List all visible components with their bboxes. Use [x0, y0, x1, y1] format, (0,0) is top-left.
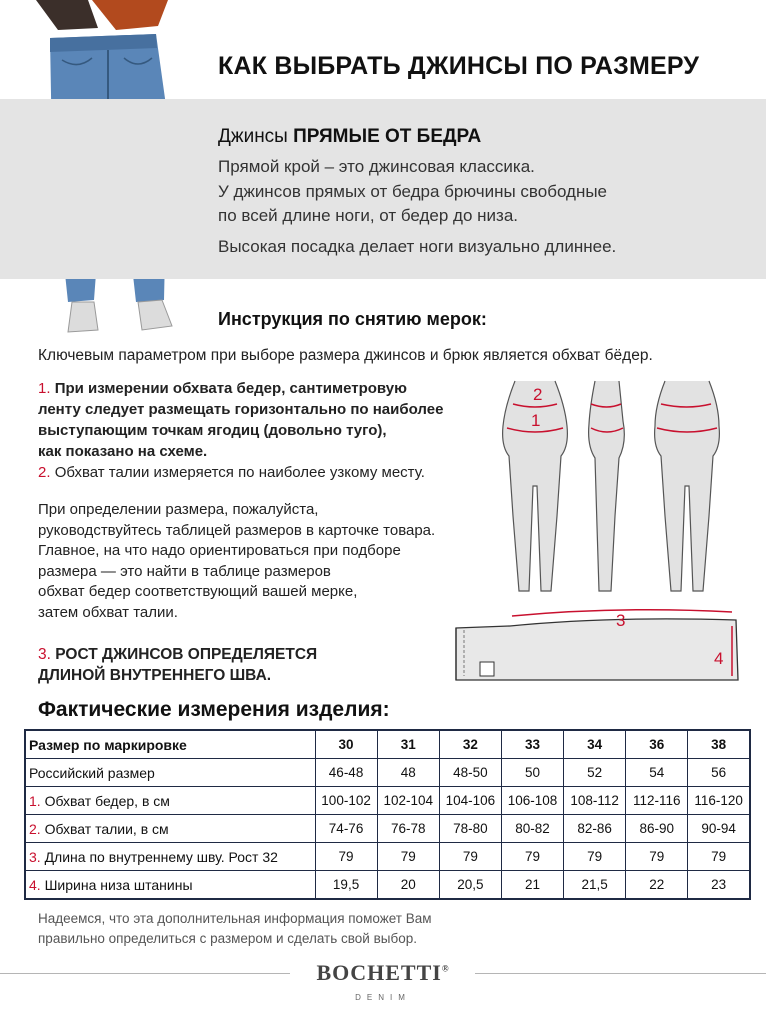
step-1-line: как показано на схеме. [38, 443, 208, 460]
table-cell: 82-86 [564, 815, 626, 843]
table-header-cell: 36 [626, 730, 688, 759]
size-advice [38, 500, 508, 623]
table-cell: 76-78 [377, 815, 439, 843]
footer-note-line: правильно определиться с размером и сделать свой выбор. [38, 931, 417, 946]
table-cell: 90-94 [688, 815, 750, 843]
step-1-line: выступающим точкам ягодиц (довольно туго), [38, 422, 387, 439]
table-cell: 79 [564, 843, 626, 871]
table-header-label: Размер по маркировке [25, 730, 315, 759]
row-label-text: Российский размер [29, 764, 155, 781]
row-label-text: Ширина низа штанины [44, 876, 193, 893]
table-cell: 56 [688, 759, 750, 787]
step-1-line: ленту следует размещать горизонтально по наиболее [38, 401, 444, 418]
table-header-row [25, 730, 750, 759]
step-1-hip-measurement [38, 378, 468, 462]
brand-logo [0, 960, 766, 986]
row-label [25, 787, 315, 815]
waist-label: 2 [533, 385, 543, 404]
table-cell: 100-102 [315, 787, 377, 815]
page-title: КАК ВЫБРАТЬ ДЖИНСЫ ПО РАЗМЕРУ [218, 52, 700, 80]
table-cell: 78-80 [439, 815, 501, 843]
instructions-heading: Инструкция по снятию мерок: [218, 309, 487, 329]
row-number: 2. [29, 820, 41, 837]
table-cell: 48-50 [439, 759, 501, 787]
table-cell: 20,5 [439, 871, 501, 900]
table-cell: 108-112 [564, 787, 626, 815]
row-label-text: Обхват бедер, в см [44, 792, 170, 809]
hem-label: 4 [714, 649, 724, 668]
step-3-inseam [38, 644, 317, 686]
table-row [25, 871, 750, 900]
table-cell: 79 [501, 843, 563, 871]
row-label [25, 871, 315, 900]
registered-mark: ® [441, 963, 450, 974]
row-label [25, 815, 315, 843]
fit-subtitle [218, 126, 481, 148]
advice-line: руководствуйтесь таблицей размеров в карточке товара. [38, 521, 436, 539]
step-2-waist-measurement [38, 464, 425, 481]
row-label-text: Обхват талии, в см [44, 820, 169, 837]
table-cell: 79 [377, 843, 439, 871]
step-1-line: При измерении обхвата бедер, сантиметровую [54, 380, 407, 397]
table-cell: 79 [688, 843, 750, 871]
hip-label: 1 [531, 411, 541, 430]
description-line: по всей длине ноги, от бедер до низа. [218, 206, 519, 225]
table-cell: 52 [564, 759, 626, 787]
table-header-cell: 30 [315, 730, 377, 759]
footer-note-line: Надеемся, что эта дополнительная информация поможет Вам [38, 911, 432, 926]
advice-line: Главное, на что надо ориентироваться при подборе [38, 542, 401, 559]
table-header-cell: 38 [688, 730, 750, 759]
row-label [25, 843, 315, 871]
brand-subtitle: DENIM [355, 993, 411, 1002]
table-cell: 106-108 [501, 787, 563, 815]
step-3-line: РОСТ ДЖИНСОВ ОПРЕДЕЛЯЕТСЯ [55, 646, 318, 663]
table-cell: 54 [626, 759, 688, 787]
table-cell: 22 [626, 871, 688, 900]
key-parameter-text: Ключевым параметром при выборе размера джинсов и брюк является обхват бёдер. [38, 347, 653, 364]
table-cell: 20 [377, 871, 439, 900]
table-cell: 21 [501, 871, 563, 900]
table-cell: 116-120 [688, 787, 750, 815]
table-cell: 74-76 [315, 815, 377, 843]
step-number: 3. [38, 646, 51, 663]
row-number: 3. [29, 848, 41, 865]
table-row [25, 843, 750, 871]
row-number: 4. [29, 876, 41, 893]
description-line: Прямой крой – это джинсовая классика. [218, 157, 535, 176]
table-cell: 102-104 [377, 787, 439, 815]
table-row [25, 787, 750, 815]
description-line: У джинсов прямых от бедра брючины свободные [218, 182, 608, 201]
table-cell: 80-82 [501, 815, 563, 843]
table-row [25, 815, 750, 843]
table-cell: 79 [626, 843, 688, 871]
table-header-cell: 32 [439, 730, 501, 759]
step-3-line: ДЛИНОЙ ВНУТРЕННЕГО ШВА. [38, 667, 272, 684]
row-number: 1. [29, 792, 41, 809]
fit-subtitle-prefix: Джинсы [218, 126, 294, 147]
brand-name: BOCHETTI [316, 960, 442, 985]
table-row [25, 759, 750, 787]
footer-note [38, 909, 432, 949]
description-line: Высокая посадка делает ноги визуально длиннее. [218, 237, 617, 256]
row-label-text: Длина по внутреннему шву. Рост 32 [44, 848, 278, 865]
table-heading: Фактические измерения изделия: [38, 698, 390, 721]
fit-subtitle-name: ПРЯМЫЕ ОТ БЕДРА [293, 126, 482, 147]
advice-line: обхват бедер соответствующий вашей мерке, [38, 583, 358, 600]
table-header-cell: 33 [501, 730, 563, 759]
size-table [24, 729, 751, 900]
row-label [25, 759, 315, 787]
advice-line: При определении размера, пожалуйста, [38, 501, 319, 518]
pant-leg-diagram [450, 606, 750, 696]
table-cell: 112-116 [626, 787, 688, 815]
body-measurement-figures [495, 376, 735, 601]
table-cell: 104-106 [439, 787, 501, 815]
table-header-cell: 31 [377, 730, 439, 759]
advice-line: затем обхват талии. [38, 603, 178, 621]
table-cell: 19,5 [315, 871, 377, 900]
step-2-text: Обхват талии измеряется по наиболее узкому месту. [54, 464, 425, 481]
table-header-cell: 34 [564, 730, 626, 759]
table-cell: 46-48 [315, 759, 377, 787]
advice-line: размера — это найти в таблице размеров [38, 562, 331, 580]
table-cell: 48 [377, 759, 439, 787]
step-number: 2. [38, 464, 51, 481]
table-cell: 79 [439, 843, 501, 871]
inseam-label: 3 [616, 611, 626, 630]
table-cell: 79 [315, 843, 377, 871]
table-cell: 23 [688, 871, 750, 900]
table-cell: 86-90 [626, 815, 688, 843]
table-cell: 21,5 [564, 871, 626, 900]
table-cell: 50 [501, 759, 563, 787]
step-number: 1. [38, 380, 51, 397]
